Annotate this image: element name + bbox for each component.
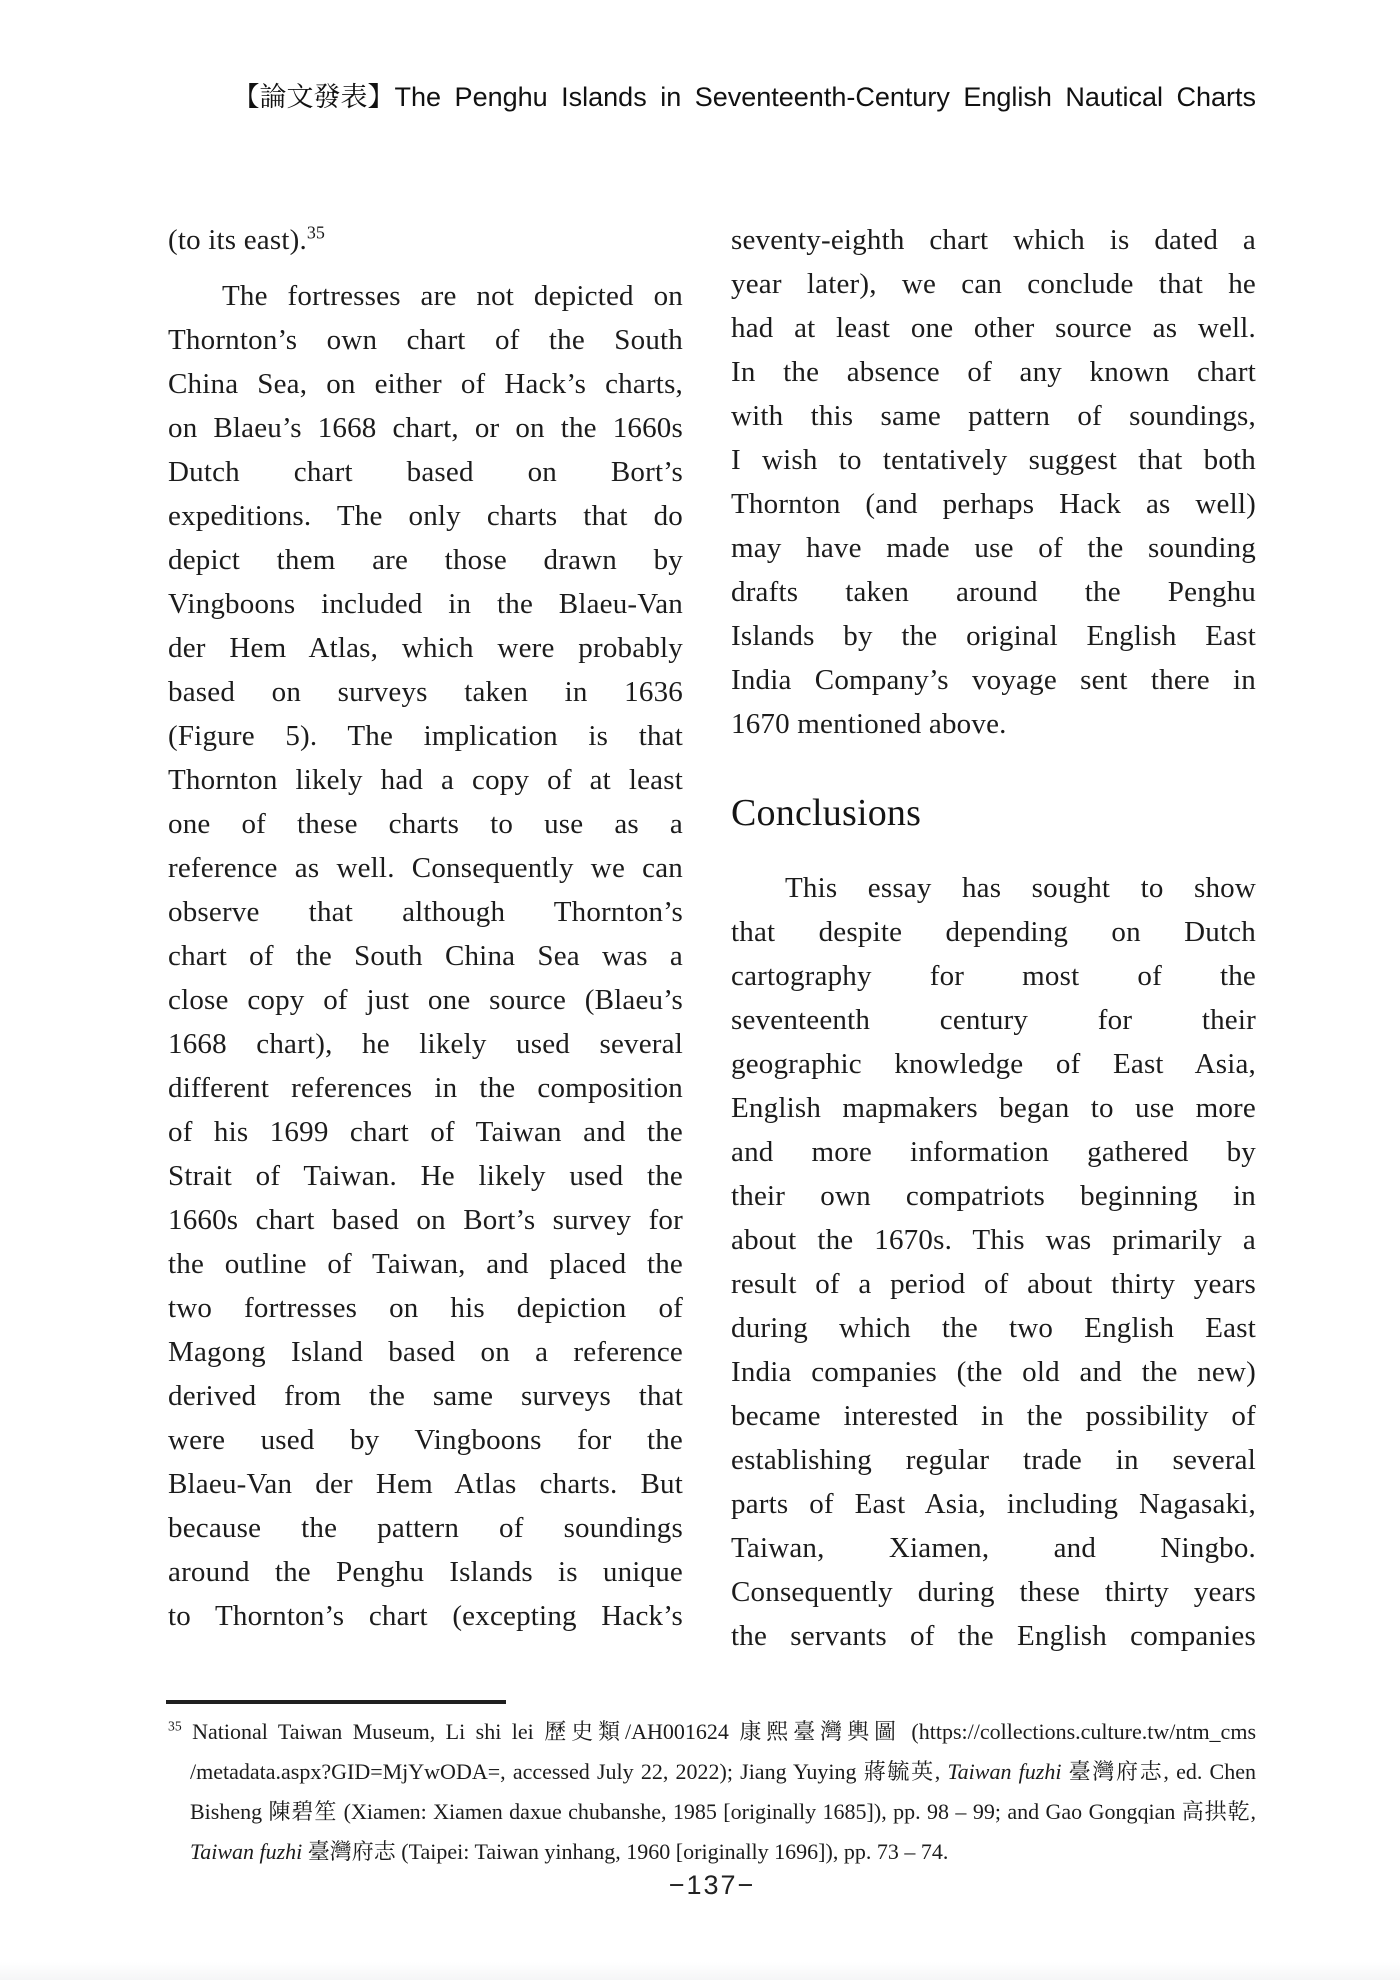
text-segment: different references in the composition — [168, 1072, 683, 1104]
text-line — [168, 758, 683, 802]
text-segment: that despite depending on Dutch — [731, 916, 1256, 948]
text-line — [168, 1330, 683, 1374]
text-segment: year later), we can conclude that he — [731, 268, 1256, 300]
column-left — [168, 218, 683, 1670]
text-line — [731, 998, 1256, 1042]
text-line — [731, 954, 1256, 998]
text-line — [168, 1550, 683, 1594]
text-segment: expeditions. The only charts that do — [168, 500, 683, 532]
text-segment: Vingboons included in the Blaeu-Van — [168, 588, 683, 620]
text-line — [731, 1130, 1256, 1174]
text-segment: result of a period of about thirty years — [731, 1268, 1256, 1300]
text-segment: 臺灣府志 (Taipei: Taiwan yinhang, 1960 [originally 1696]), pp. 73 – 74. — [302, 1839, 949, 1864]
text-segment: Taiwan, Xiamen, and Ningbo. — [731, 1532, 1256, 1564]
text-segment: the servants of the English companies — [731, 1620, 1256, 1652]
text-segment: may have made use of the sounding — [731, 532, 1256, 564]
text-line — [168, 450, 683, 494]
text-line — [731, 1482, 1256, 1526]
paragraph — [731, 866, 1256, 1658]
italic-text: Taiwan fuzhi — [190, 1839, 303, 1864]
text-line — [168, 890, 683, 934]
text-line — [168, 1154, 683, 1198]
text-segment: Bisheng 陳碧笙 (Xiamen: Xiamen daxue chubanshe, 1985 [originally 1685]), pp. 98 – 99; and Gao Gongqian 高拱乾, — [190, 1799, 1256, 1824]
text-line — [731, 1174, 1256, 1218]
text-segment: Dutch chart based on Bort’s — [168, 456, 683, 488]
text-segment: 1660s chart based on Bort’s survey for — [168, 1204, 683, 1236]
text-line — [168, 1506, 683, 1550]
text-line — [168, 362, 683, 406]
text-line — [168, 802, 683, 846]
text-segment: In the absence of any known chart — [731, 356, 1256, 388]
paragraph — [168, 218, 683, 262]
text-segment: India companies (the old and the new) — [731, 1356, 1256, 1388]
text-segment: establishing regular trade in several — [731, 1444, 1256, 1476]
text-line — [168, 494, 683, 538]
scan-artifact — [0, 1962, 1400, 1980]
text-line — [168, 978, 683, 1022]
text-segment: two fortresses on his depiction of — [168, 1292, 683, 1324]
text-line — [731, 702, 1256, 746]
paragraph — [731, 218, 1256, 746]
text-line — [731, 1350, 1256, 1394]
text-segment: India Company’s voyage sent there in — [731, 664, 1256, 696]
text-segment: derived from the same surveys that — [168, 1380, 683, 1412]
text-line — [168, 1286, 683, 1330]
text-segment: Thornton (and perhaps Hack as well) — [731, 488, 1256, 520]
footnote-ref: 35 — [168, 1718, 182, 1734]
text-segment: to Thornton’s chart (excepting Hack’s — [168, 1600, 683, 1632]
text-line — [731, 1394, 1256, 1438]
text-line — [168, 626, 683, 670]
text-segment: 1668 chart), he likely used several — [168, 1028, 683, 1060]
italic-text: Taiwan fuzhi — [947, 1759, 1062, 1784]
text-line — [731, 306, 1256, 350]
text-segment: became interested in the possibility of — [731, 1400, 1256, 1432]
text-segment: their own compatriots beginning in — [731, 1180, 1256, 1212]
footnote — [168, 1712, 1256, 1872]
text-segment: der Hem Atlas, which were probably — [168, 632, 683, 664]
text-segment: one of these charts to use as a — [168, 808, 683, 840]
text-line — [731, 350, 1256, 394]
text-segment: This essay has sought to show — [785, 872, 1256, 904]
text-line — [168, 1418, 683, 1462]
text-segment: Consequently during these thirty years — [731, 1576, 1256, 1608]
text-line — [731, 1614, 1256, 1658]
text-line — [168, 1462, 683, 1506]
text-segment: /metadata.aspx?GID=MjYwODA=, accessed July 22, 2022); Jiang Yuying 蔣毓英, — [190, 1759, 948, 1784]
text-segment: Thornton likely had a copy of at least — [168, 764, 683, 796]
text-segment: reference as well. Consequently we can — [168, 852, 683, 884]
text-line — [731, 438, 1256, 482]
text-segment: because the pattern of soundings — [168, 1512, 683, 1544]
text-line — [168, 1242, 683, 1286]
text-line — [168, 1022, 683, 1066]
text-line — [731, 394, 1256, 438]
text-line — [168, 318, 683, 362]
text-line — [731, 262, 1256, 306]
text-segment: with this same pattern of soundings, — [731, 400, 1256, 432]
page-number: −137− — [668, 1870, 756, 1900]
text-segment: during which the two English East — [731, 1312, 1256, 1344]
text-line — [168, 218, 683, 262]
text-segment: seventeenth century for their — [731, 1004, 1256, 1036]
running-header: 【論文發表】The Penghu Islands in Seventeenth-Century English Nautical Charts — [232, 82, 1256, 112]
text-segment: the outline of Taiwan, and placed the — [168, 1248, 683, 1280]
text-line — [168, 274, 683, 318]
text-segment: had at least one other source as well. — [731, 312, 1256, 344]
text-line — [168, 1110, 683, 1154]
columns — [168, 218, 1256, 1670]
text-segment: were used by Vingboons for the — [168, 1424, 683, 1456]
text-segment: (to its east). — [168, 224, 307, 256]
text-segment: 臺灣府志, ed. Chen — [1061, 1759, 1256, 1784]
text-segment: I wish to tentatively suggest that both — [731, 444, 1256, 476]
text-segment: The fortresses are not depicted on — [222, 280, 683, 312]
text-line — [731, 1086, 1256, 1130]
footnote-ref: 35 — [306, 222, 325, 243]
text-line — [731, 1526, 1256, 1570]
text-line — [168, 934, 683, 978]
footnote-separator — [166, 1700, 506, 1704]
text-segment: depict them are those drawn by — [168, 544, 683, 576]
text-segment: seventy-eighth chart which is dated a — [731, 224, 1256, 256]
text-segment: 1670 mentioned above. — [731, 708, 1007, 740]
text-segment: drafts taken around the Penghu — [731, 576, 1256, 608]
text-line — [168, 670, 683, 714]
text-line — [168, 582, 683, 626]
text-line — [168, 1066, 683, 1110]
text-segment: around the Penghu Islands is unique — [168, 1556, 683, 1588]
text-segment: based on surveys taken in 1636 — [168, 676, 683, 708]
text-segment: on Blaeu’s 1668 chart, or on the 1660s — [168, 412, 683, 444]
text-line — [168, 1594, 683, 1638]
text-segment: parts of East Asia, including Nagasaki, — [731, 1488, 1256, 1520]
text-line — [168, 714, 683, 758]
text-line — [731, 570, 1256, 614]
text-line — [731, 1262, 1256, 1306]
text-segment: English mapmakers began to use more — [731, 1092, 1256, 1124]
text-segment: Islands by the original English East — [731, 620, 1256, 652]
text-line — [731, 1570, 1256, 1614]
text-segment: cartography for most of the — [731, 960, 1256, 992]
footnote-line — [168, 1712, 1256, 1752]
text-segment: Magong Island based on a reference — [168, 1336, 683, 1368]
text-segment: geographic knowledge of East Asia, — [731, 1048, 1256, 1080]
text-line — [168, 846, 683, 890]
text-segment: of his 1699 chart of Taiwan and the — [168, 1116, 683, 1148]
text-segment: National Taiwan Museum, Li shi lei 歷史類/AH001624 康熙臺灣輿圖 (https://collections.culture.tw/ntm_cms — [181, 1719, 1256, 1744]
text-line — [168, 1374, 683, 1418]
text-segment: (Figure 5). The implication is that — [168, 720, 683, 752]
text-line — [731, 910, 1256, 954]
text-segment: chart of the South China Sea was a — [168, 940, 683, 972]
text-segment: Thornton’s own chart of the South — [168, 324, 683, 356]
text-line — [168, 406, 683, 450]
text-line — [731, 526, 1256, 570]
text-segment: observe that although Thornton’s — [168, 896, 683, 928]
text-line — [731, 218, 1256, 262]
text-line — [168, 1198, 683, 1242]
text-line — [731, 866, 1256, 910]
footnote-line — [190, 1832, 1256, 1872]
text-line — [731, 1218, 1256, 1262]
paragraph — [168, 274, 683, 1638]
text-segment: and more information gathered by — [731, 1136, 1256, 1168]
text-line — [731, 658, 1256, 702]
text-segment: China Sea, on either of Hack’s charts, — [168, 368, 683, 400]
text-line — [731, 482, 1256, 526]
text-segment: Blaeu-Van der Hem Atlas charts. But — [168, 1468, 683, 1500]
text-line — [731, 1306, 1256, 1350]
text-line — [168, 538, 683, 582]
footnote-line — [190, 1752, 1256, 1792]
text-line — [731, 1438, 1256, 1482]
footnote-line — [190, 1792, 1256, 1832]
text-line — [731, 1042, 1256, 1086]
column-right — [731, 218, 1256, 1670]
text-segment: close copy of just one source (Blaeu’s — [168, 984, 683, 1016]
text-segment: Strait of Taiwan. He likely used the — [168, 1160, 683, 1192]
text-line — [731, 614, 1256, 658]
text-segment: about the 1670s. This was primarily a — [731, 1224, 1256, 1256]
section-heading-conclusions: Conclusions — [731, 792, 922, 834]
